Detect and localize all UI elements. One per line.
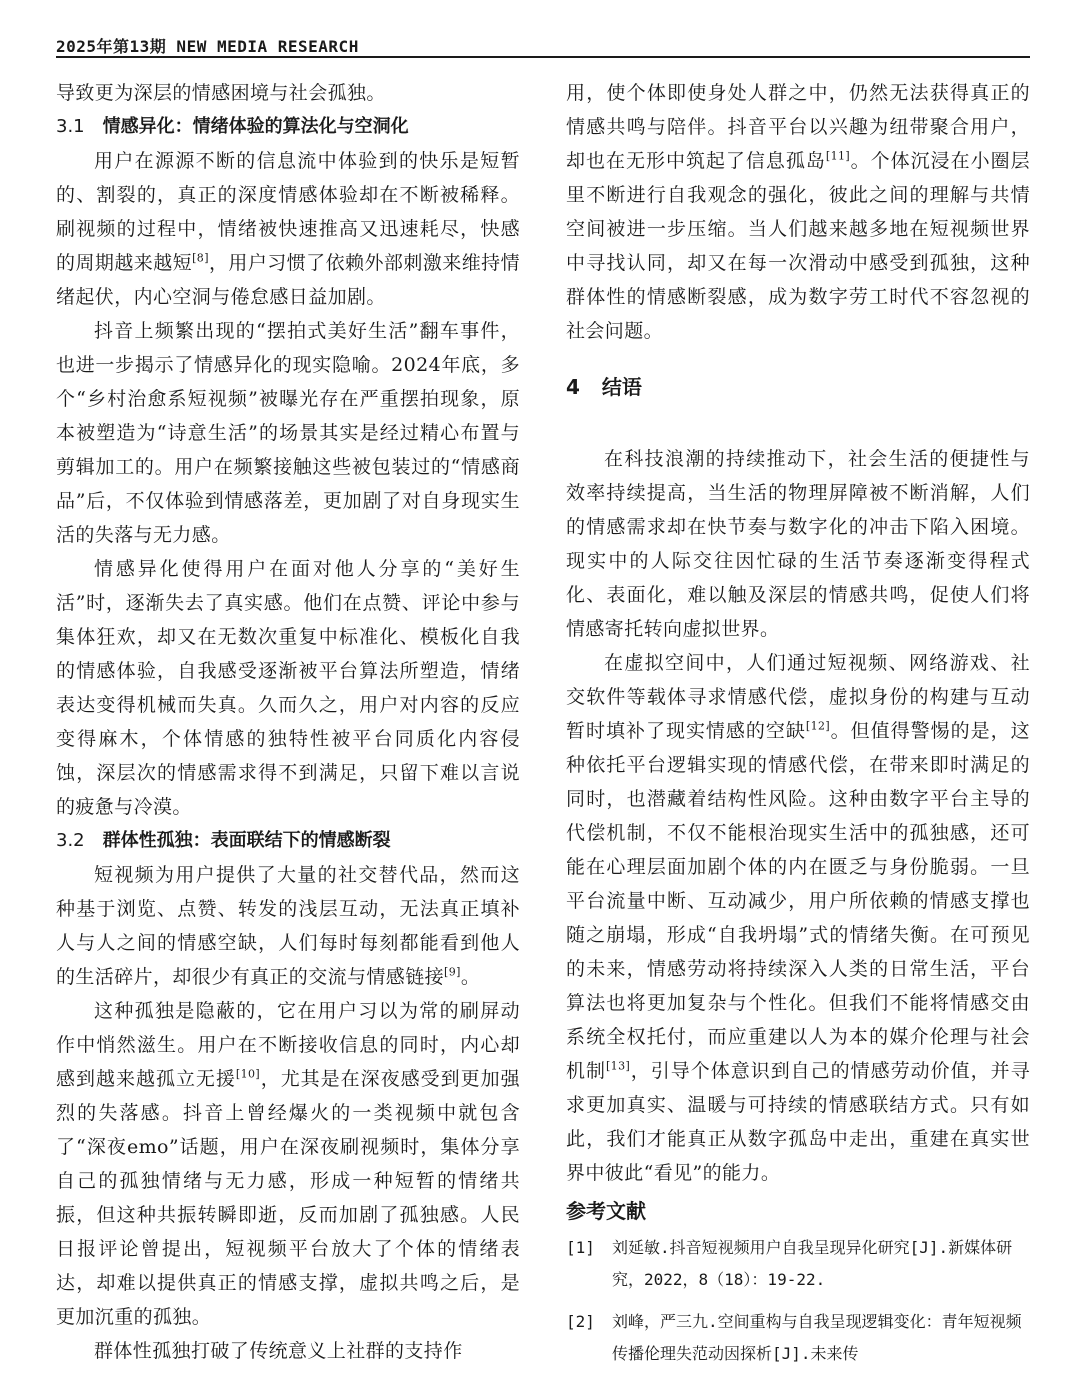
section-title: 群体性孤独：表面联结下的情感断裂 [102, 830, 391, 851]
citation: [11] [825, 149, 851, 163]
section-number: 3.2 [56, 830, 85, 851]
citation: [9] [444, 965, 461, 979]
paragraph: 导致更为深层的情感困境与社会孤独。 [56, 82, 386, 104]
paragraph-text: ，尤其是在深夜感受到更加强烈的失落感。抖音上曾经爆火的一类视频中就包含了“深夜emo”话题，用户在深夜刷视频时，集体分享自己的孤独情绪与无力感，形成一种短暂的情绪共振，但这种共振转瞬即逝，反而加剧了孤独感。人民日报评论曾提出，短视频平台放大了个体的情绪表达，却难以提供真正的情感支撑，虚拟共鸣之后，是更加沉重的孤独。 [56, 1068, 520, 1328]
paragraph [56, 144, 520, 314]
paragraph-text: 。但值得警惕的是，这种依托平台逻辑实现的情感代偿，在带来即时满足的同时，也潜藏着结构性风险。这种由数字平台主导的代偿机制，不仅不能根治现实生活中的孤独感，还可能在心理层面加剧个体的内在匮乏与身份脆弱。一旦平台流量中断、互动减少，用户所依赖的情感支撑也随之崩塌，形成“自我坍塌”式的情绪失衡。在可预见的未来，情感劳动将持续深入人类的日常生活，平台算法也将更加复杂与个性化。但我们不能将情感交由系统全权托付，而应重建以人为本的媒介伦理与社会机制 [566, 720, 1030, 1082]
paragraph: 在科技浪潮的持续推动下，社会生活的便捷性与效率持续提高，当生活的物理屏障被不断消解，人们的情感需求却在快节奏与数字化的冲击下陷入困境。现实中的人际交往因忙碌的生活节奏逐渐变得程式化、表面化，难以触及深层的情感共鸣，促使人们将情感寄托转向虚拟世界。 [566, 448, 1030, 640]
reference-number: [1] [566, 1238, 595, 1257]
paragraph-text: 在虚拟空间中，人们通过短视频、网络游戏、社交软件等载体寻求情感代偿，虚拟身份的构建与互动暂时填补了现实情感的空缺 [566, 652, 1030, 742]
paragraph [56, 994, 520, 1334]
paragraph-text: 。个体沉浸在小圈层里不断进行自我观念的强化，彼此之间的理解与共情空间被进一步压缩。当人们越来越多地在短视频世界中寻找认同，却又在每一次滑动中感受到孤独，这种群体性的情感断裂感，成为数字劳工时代不容忽视的社会问题。 [566, 150, 1030, 342]
left-column [56, 76, 520, 1392]
paragraph [566, 646, 1030, 1190]
reference-text: 刘峰，严三九.空间重构与自我呈现逻辑变化：青年短视频传播伦理失范动因探析[J].未来传 [612, 1312, 1022, 1363]
references-heading: 参考文献 [566, 1199, 646, 1223]
paragraph-text: 。 [460, 966, 481, 988]
reference-item [566, 1306, 1030, 1370]
paragraph [56, 858, 520, 994]
citation: [10] [235, 1067, 261, 1081]
paragraph-text: ，引导个体意识到自己的情感劳动价值，并寻求更加真实、温暖与可持续的情感联结方式。只有如此，我们才能真正从数字孤岛中走出，重建在真实世界中彼此“看见”的能力。 [566, 1060, 1030, 1184]
running-header: 2025年第13期 NEW MEDIA RESEARCH [56, 37, 359, 56]
section-heading-3-1 [56, 110, 520, 144]
section-heading-4 [566, 370, 1030, 404]
citation: [13] [605, 1059, 631, 1073]
paragraph-text: ，用户习惯了依赖外部刺激来维持情绪起伏，内心空洞与倦怠感日益加剧。 [56, 252, 520, 308]
paragraph-text: 短视频为用户提供了大量的社交替代品，然而这种基于浏览、点赞、转发的浅层互动，无法真正填补人与人之间的情感空缺，人们每时每刻都能看到他人的生活碎片，却很少有真正的交流与情感链接 [56, 864, 520, 988]
reference-item [566, 1232, 1030, 1296]
right-column [566, 76, 1030, 1392]
paragraph-text: 这种孤独是隐蔽的，它在用户习以为常的刷屏动作中悄然滋生。用户在不断接收信息的同时，内心却感到越来越孤立无援 [56, 1000, 520, 1090]
paragraph: 群体性孤独打破了传统意义上社群的支持作 [94, 1340, 463, 1362]
section-title: 结语 [601, 375, 642, 399]
paragraph: 情感异化使得用户在面对他人分享的“美好生活”时，逐渐失去了真实感。他们在点赞、评论中参与集体狂欢，却又在无数次重复中标准化、模板化自我的情感体验，自我感受逐渐被平台算法所塑造，情绪表达变得机械而失真。久而久之，用户对内容的反应变得麻木，个体情感的独特性被平台同质化内容侵蚀，深层次的情感需求得不到满足，只留下难以言说的疲惫与冷漠。 [56, 558, 520, 818]
section-heading-3-2 [56, 824, 520, 858]
section-number: 4 [566, 375, 580, 399]
section-number: 3.1 [56, 116, 85, 137]
paragraph: 抖音上频繁出现的“摆拍式美好生活”翻车事件，也进一步揭示了情感异化的现实隐喻。2024年底，多个“乡村治愈系短视频”被曝光存在严重摆拍现象，原本被塑造为“诗意生活”的场景其实是经过精心布置与剪辑加工的。用户在频繁接触这些被包装过的“情感商品”后，不仅体验到情感落差，更加剧了对自身现实生活的失落与无力感。 [56, 320, 520, 546]
paragraph [566, 76, 1030, 348]
citation: [8] [192, 251, 209, 265]
page-header [56, 30, 1030, 58]
reference-number: [2] [566, 1312, 595, 1331]
section-title: 情感异化：情绪体验的算法化与空洞化 [102, 116, 409, 137]
citation: [12] [805, 719, 831, 733]
paragraph-text: 用户在源源不断的信息流中体验到的快乐是短暂的、割裂的，真正的深度情感体验却在不断被稀释。刷视频的过程中，情绪被快速推高又迅速耗尽，快感的周期越来越短 [56, 150, 520, 274]
reference-text: 刘延敏.抖音短视频用户自我呈现异化研究[J].新媒体研究，2022，8（18）：19-22. [612, 1238, 1013, 1289]
paragraph-text: 用，使个体即使身处人群之中，仍然无法获得真正的情感共鸣与陪伴。抖音平台以兴趣为纽带聚合用户，却也在无形中筑起了信息孤岛 [566, 82, 1030, 172]
